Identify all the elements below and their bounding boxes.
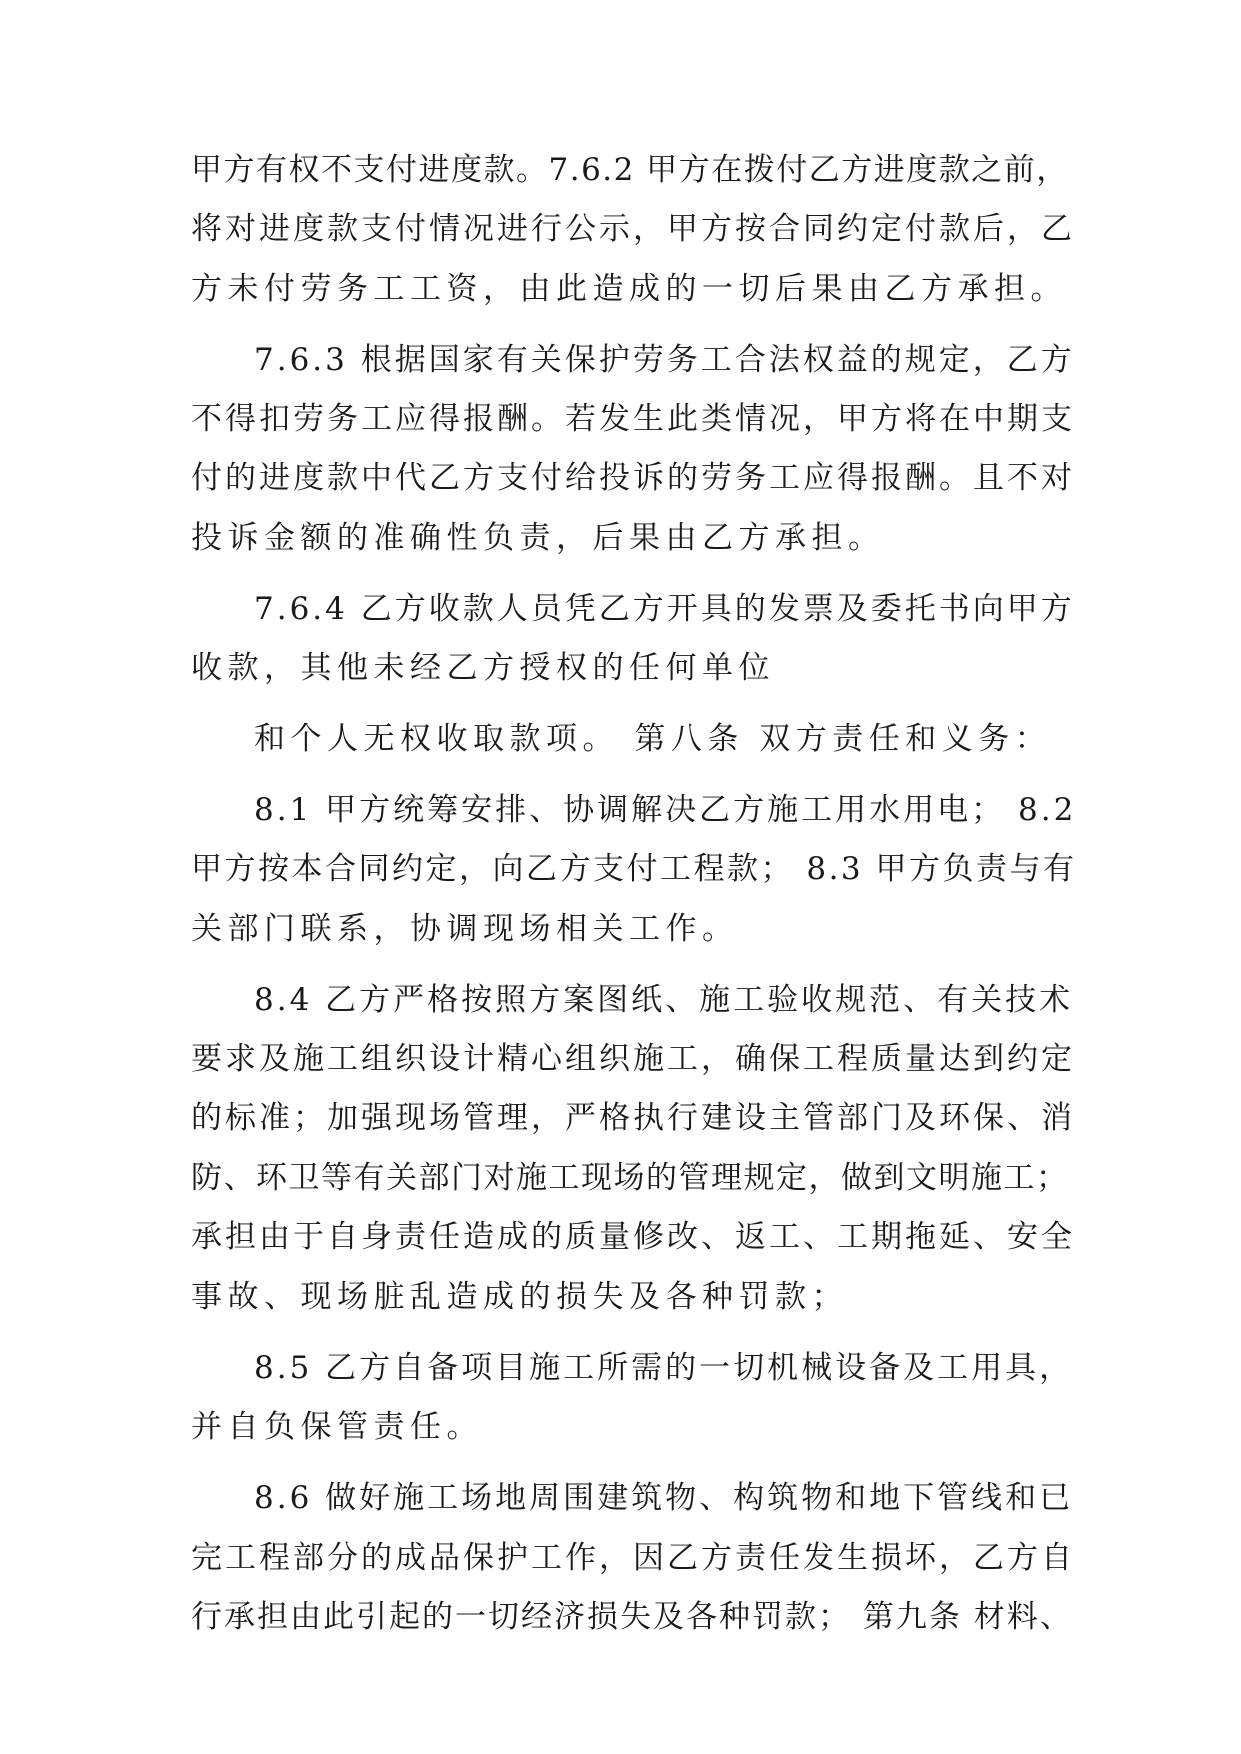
paragraph-line: 事故、现场脏乱造成的损失及各种罚款；: [191, 1279, 848, 1315]
paragraph-line: 收款，其他未经乙方授权的任何单位: [191, 650, 775, 686]
paragraph-line: 投诉金额的准确性负责，后果由乙方承担。: [191, 520, 885, 556]
paragraph-line: 方未付劳务工工资，由此造成的一切后果由乙方承担。: [191, 271, 1067, 307]
paragraph-line: 防、环卫等有关部门对施工现场的管理规定，做到文明施工；: [191, 1160, 1069, 1196]
paragraph-line: 承担由于自身责任造成的质量修改、返工、工期拖延、安全: [191, 1219, 1075, 1255]
paragraph-line: 7.6.3 根据国家有关保护劳务工合法权益的规定，乙方: [254, 342, 1075, 378]
paragraph-line: 行承担由此引起的一切经济损失及各种罚款； 第九条 材料、: [191, 1599, 1073, 1635]
paragraph-line: 8.1 甲方统筹安排、协调解决乙方施工用水用电； 8.2: [254, 792, 1077, 828]
paragraph-line: 不得扣劳务工应得报酬。若发生此类情况，甲方将在中期支: [191, 401, 1075, 437]
paragraph-line: 7.6.4 乙方收款人员凭乙方开具的发票及委托书向甲方: [254, 591, 1075, 627]
paragraph-line: 付的进度款中代乙方支付给投诉的劳务工应得报酬。且不对: [191, 460, 1075, 496]
paragraph-line: 的标准；加强现场管理，严格执行建设主管部门及环保、消: [191, 1100, 1075, 1136]
paragraph-line: 和个人无权收取款项。 第八条 双方责任和义务：: [254, 721, 1052, 757]
paragraph-line: 甲方有权不支付进度款。7.6.2 甲方在拨付乙方进度款之前，: [191, 152, 1069, 188]
paragraph-line: 要求及施工组织设计精心组织施工，确保工程质量达到约定: [191, 1041, 1075, 1077]
paragraph-line: 将对进度款支付情况进行公示，甲方按合同约定付款后，乙: [191, 211, 1075, 247]
paragraph-line: 关部门联系，协调现场相关工作。: [191, 911, 739, 947]
paragraph-line: 并自负保管责任。: [191, 1409, 483, 1445]
paragraph-line: 8.4 乙方严格按照方案图纸、施工验收规范、有关技术: [254, 982, 1074, 1018]
paragraph-line: 甲方按本合同约定，向乙方支付工程款； 8.3 甲方负责与有: [191, 851, 1077, 887]
paragraph-line: 完工程部分的成品保护工作，因乙方责任发生损坏，乙方自: [191, 1540, 1075, 1576]
paragraph-line: 8.6 做好施工场地周围建筑物、构筑物和地下管线和已: [254, 1480, 1074, 1516]
paragraph-line: 8.5 乙方自备项目施工所需的一切机械设备及工用具，: [254, 1350, 1074, 1386]
